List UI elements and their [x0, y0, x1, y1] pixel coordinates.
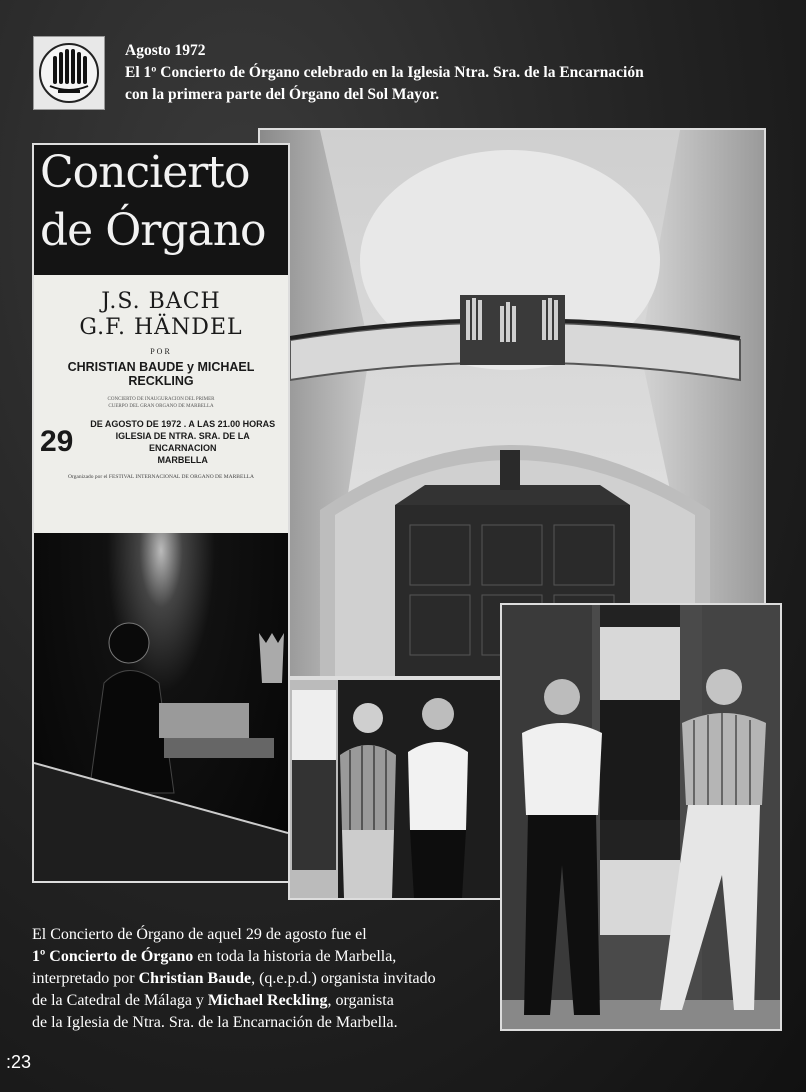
- poster-performers: CHRISTIAN BAUDE y MICHAEL RECKLING: [67, 360, 255, 388]
- poster-small-line1: CONCIERTO DE INAUGURACION DEL PRIMER: [107, 397, 215, 402]
- poster-info-block: [34, 275, 288, 533]
- caption-line3-rest: , (q.e.p.d.) organista invitado: [251, 970, 436, 987]
- caption-line4: [32, 990, 502, 1012]
- poster-organist-photo: [34, 533, 288, 883]
- page-number: :23: [6, 1052, 32, 1072]
- caption-line2: [32, 946, 502, 968]
- header-line2: con la primera parte del Órgano del Sol Mayor.: [125, 86, 440, 103]
- caption-christian-baude: Christian Baude: [138, 970, 252, 987]
- poster-small-line2: CUERPO DEL GRAN ORGANO DE MARBELLA: [108, 404, 214, 409]
- organ-pipes-icon: [38, 42, 100, 104]
- page-header: [125, 40, 765, 106]
- header-date: Agosto 1972: [125, 42, 206, 59]
- poster-title-line1: Concierto: [40, 147, 250, 198]
- caption-first-concert: 1º Concierto de Órgano: [32, 948, 194, 965]
- header-line1: El 1º Concierto de Órgano celebrado en la Iglesia Ntra. Sra. de la Encarnación: [125, 64, 644, 81]
- poster-small-text: [34, 396, 288, 410]
- poster-por: POR: [150, 347, 172, 356]
- organ-festival-logo: [33, 36, 105, 110]
- poster-title-line2: de Órgano: [40, 205, 266, 256]
- poster-date-row: [34, 418, 288, 466]
- poster-date-text: [83, 418, 282, 466]
- poster-title-block: [34, 145, 288, 275]
- caption-line5: de la Iglesia de Ntra. Sra. de la Encarnación de Marbella.: [32, 1014, 398, 1031]
- church-interior-photo: [258, 128, 766, 678]
- caption-line4-start: de la Catedral de Málaga y: [32, 992, 208, 1009]
- caption-michael-reckling: Michael Reckling: [207, 992, 328, 1009]
- photo-caption: [32, 924, 502, 1034]
- poster-date-line2: IGLESIA DE NTRA. SRA. DE LA ENCARNACION: [115, 431, 250, 453]
- poster-composer-2: G.F. HÄNDEL: [79, 315, 243, 340]
- caption-line3: [32, 968, 502, 990]
- caption-line4-rest: , organista: [327, 992, 394, 1009]
- caption-line1: El Concierto de Órgano de aquel 29 de agosto fue el: [32, 926, 367, 943]
- poster-date-line3: MARBELLA: [157, 455, 208, 465]
- concert-poster: [32, 143, 290, 883]
- caption-line2-rest: en toda la historia de Marbella,: [193, 948, 397, 965]
- poster-date-line1: DE AGOSTO DE 1972 . A LAS 21.00 HORAS: [90, 419, 276, 429]
- poster-day: 29: [40, 425, 74, 458]
- caption-line3-start: interpretado por: [32, 970, 139, 987]
- poster-composer-1: J.S. BACH: [101, 289, 221, 314]
- organists-photo-large: [500, 603, 782, 1031]
- poster-festival: Organizado por el FESTIVAL INTERNACIONAL DE ORGANO DE MARBELLA: [67, 474, 255, 480]
- organists-photo-small: [288, 678, 502, 900]
